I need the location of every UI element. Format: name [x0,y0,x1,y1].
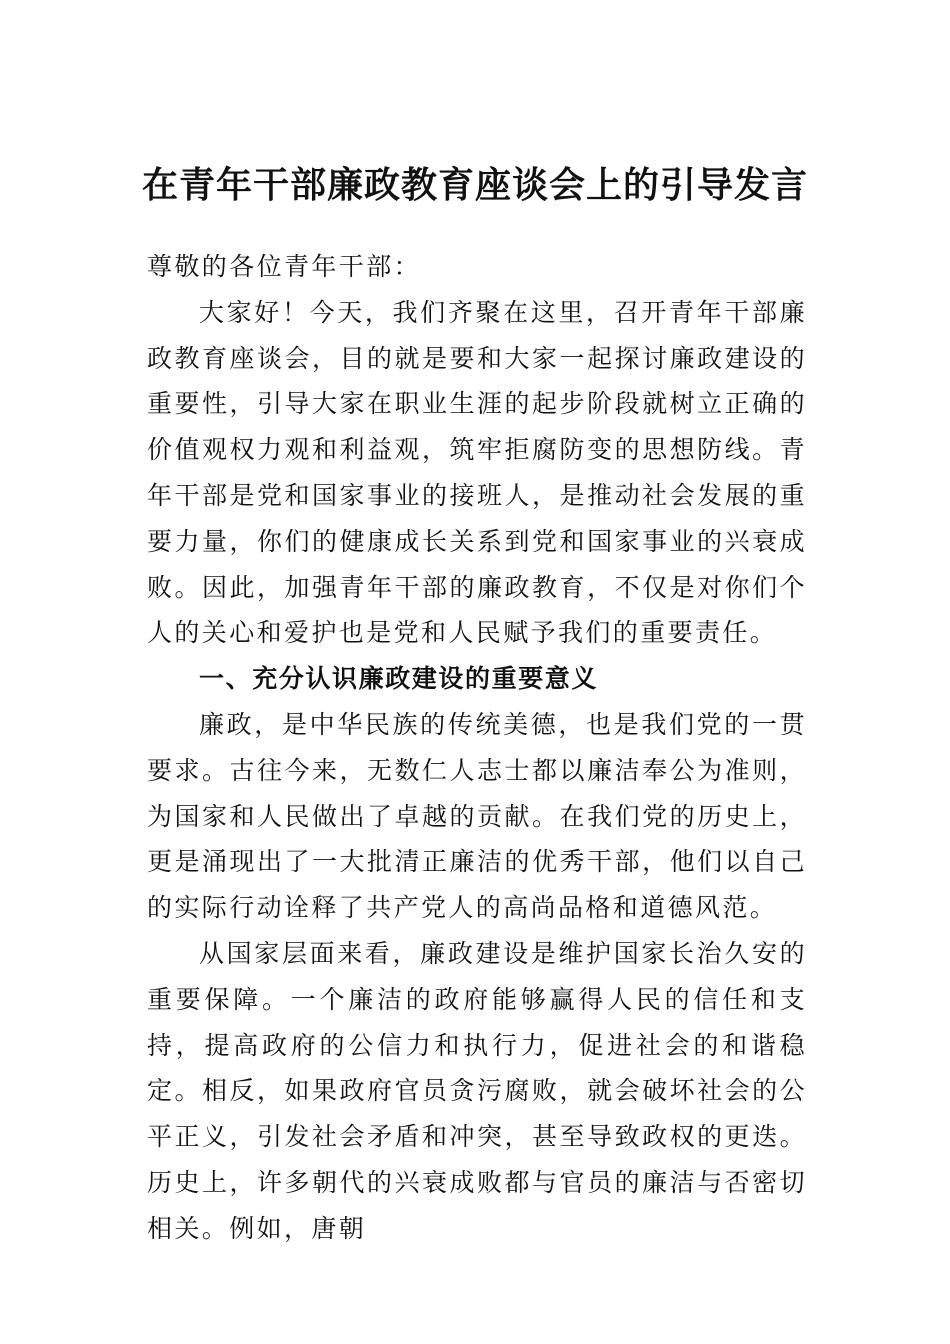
document-body [147,244,807,1252]
salutation: 尊敬的各位青年干部： [147,252,422,281]
section-paragraph-2: 从国家层面来看，廉政建设是维护国家长治久安的重要保障。一个廉洁的政府能够赢得人民的信任和支持，提高政府的公信力和执行力，促进社会的和谐稳定。相反，如果政府官员贪污腐败，就会破坏社会的公平正义，引发社会矛盾和冲突，甚至导致政权的更迭。历史上，许多朝代的兴衰成败都与官员的廉洁与否密切相关。例如，唐朝 [147,938,807,1243]
document-title: 在青年干部廉政教育座谈会上的引导发言 [141,165,808,206]
section-heading: 一、充分认识廉政建设的重要意义 [199,664,599,694]
intro-paragraph: 大家好！今天，我们齐聚在这里，召开青年干部廉政教育座谈会，目的就是要和大家一起探讨廉政建设的重要性，引导大家在职业生涯的起步阶段就树立正确的价值观权力观和利益观，筑牢拒腐防变的思想防线。青年干部是党和国家事业的接班人，是推动社会发展的重要力量，你们的健康成长关系到党和国家事业的兴衰成败。因此，加强青年干部的廉政教育，不仅是对你们个人的关心和爱护也是党和人民赋予我们的重要责任。 [147,297,807,648]
section-paragraph-1: 廉政，是中华民族的传统美德，也是我们党的一贯要求。古往今来，无数仁人志士都以廉洁奉公为准则，为国家和人民做出了卓越的贡献。在我们党的历史上，更是涌现出了一大批清正廉洁的优秀干部，他们以自己的实际行动诠释了共产党人的高尚品格和道德风范。 [147,709,807,923]
